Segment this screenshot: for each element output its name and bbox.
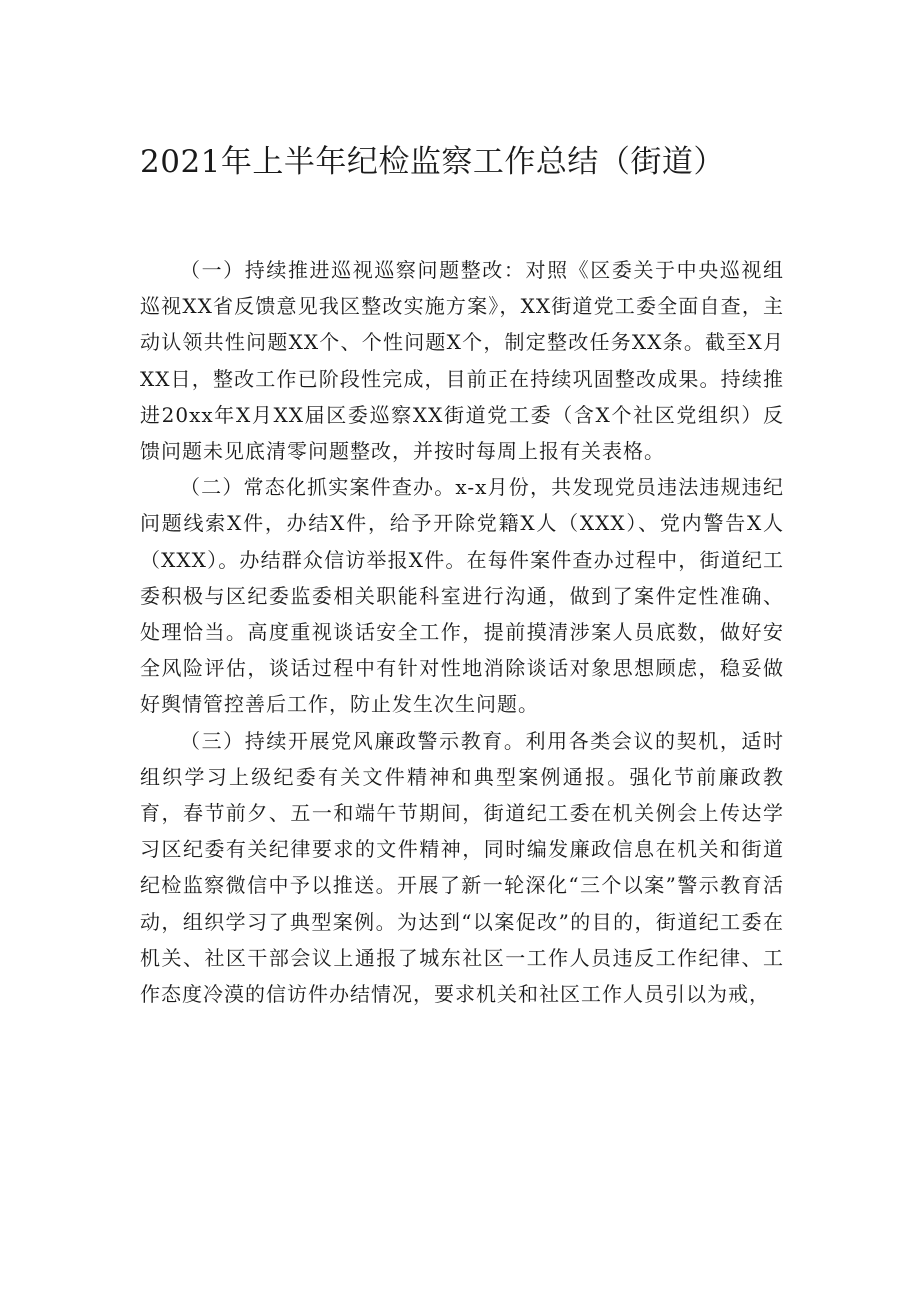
document-title: 2021年上半年纪检监察工作总结（街道） [140,144,725,180]
paragraph-case-handling: （二）常态化抓实案件查办。x-x月份，共发现党员违法违规违纪问题线索X件，办结X件，给予开除党籍X人（XXX）、党内警告X人（XXX）。办结群众信访举报X件。在每件案件查办过程中，街道纪工委积极与区纪委监委相关职能科室进行沟通，做到了案件定性准确、处理恰当。高度重视谈话安全工作，提前摸清涉案人员底数，做好安全风险评估，谈话过程中有针对性地消除谈话对象思想顾虑，稳妥做好舆情管控善后工作，防止发生次生问题。 [140,475,784,717]
paragraph-warning-education: （三）持续开展党风廉政警示教育。利用各类会议的契机，适时组织学习上级纪委有关文件精神和典型案例通报。强化节前廉政教育，春节前夕、五一和端午节期间，街道纪工委在机关例会上传达学习区纪委有关纪律要求的文件精神，同时编发廉政信息在机关和街道纪检监察微信中予以推送。开展了新一轮深化“三个以案”警示教育活动，组织学习了典型案例。为达到“以案促改”的目的，街道纪工委在机关、社区干部会议上通报了城东社区一工作人员违反工作纪律、工作态度冷漠的信访件办结情况，要求机关和社区工作人员引以为戒， [140,728,784,1007]
paragraph-rectification: （一）持续推进巡视巡察问题整改：对照《区委关于中央巡视组巡视XX省反馈意见我区整改实施方案》，XX街道党工委全面自查，主动认领共性问题XX个、个性问题X个，制定整改任务XX条。截至X月XX日，整改工作已阶段性完成，目前正在持续巩固整改成果。持续推进20xx年X月XX届区委巡察XX街道党工委（含X个社区党组织）反馈问题未见底清零问题整改，并按时每周上报有关表格。 [140,258,784,464]
document-body [140,252,784,1012]
